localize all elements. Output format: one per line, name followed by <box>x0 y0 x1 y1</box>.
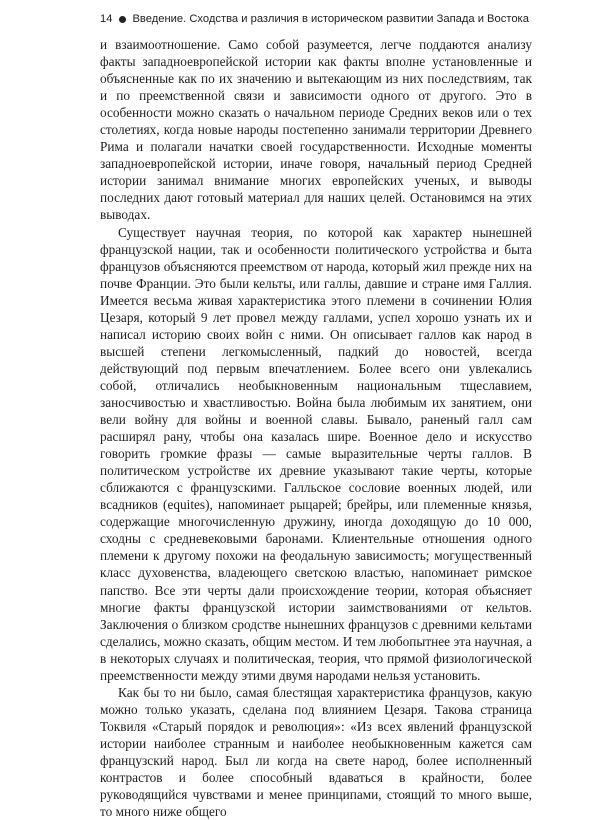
bullet-icon <box>119 16 126 23</box>
body-text <box>100 36 532 820</box>
paragraph-tocqueville: Как бы то ни было, самая блестящая характеристика французов, какую можно только указать, сделана под влиянием Цезаря. Такова страница Токвиля «Старый порядок и революция»: «Из всех явлений французской истории наиболее странным и наиболее необыкновенным кажется сам французский народ. Был ли когда на свете народ, более исполненный контрастов и более способный вдаваться в крайности, более руководящийся чувствами и менее принципами, стоящий то много выше, то много ниже общего <box>100 684 532 820</box>
running-header <box>100 12 532 26</box>
paragraph-continuation: и взаимоотношение. Само собой разумеется, легче поддаются анализу факты западноевропейской истории как факты вполне установленные и объясненные как по их значению и вытекающим из них последствиям, так и по преемственной связи и зависимости одного от другого. Это в особенности можно сказать о начальном периоде Средних веков или о тех столетиях, когда новые народы постепенно занимали территории Древнего Рима и полагали начатки своей государственности. Исходные моменты западноевропейской истории, иначе говоря, начальный период Средней истории занимал внимание многих европейских ученых, и выводы последних дают готовый материал для наших целей. Остановимся на этих выводах. <box>100 37 532 223</box>
chapter-title: Введение. Сходства и различия в историческом развитии Запада и Востока <box>132 13 529 25</box>
page-number: 14 <box>100 13 113 25</box>
paragraph-celtic-theory: Существует научная теория, по которой как характер нынешней французской нации, так и особенности политического устройства и быта французов объясняются преемством от народа, который жил прежде них на почве Франции. Это были кельты, или галлы, давшие и стране имя Галлия. Имеется весьма живая характеристика этого племени в сочинении Юлия Цезаря, который 9 лет провел между галлами, успел хорошо узнать их и написал историю своих войн с ними. Он описывает галлов как народ в высшей степени легкомысленный, падкий до новостей, всегда действующий под первым впечатлением. Более всего они увлекались собой, отличались необыкновенным национальным тщеславием, заносчивостью и хвастливостью. Война была любимым их занятием, они вели войну для войны и военной славы. Бывало, раненый галл сам расширял рану, чтобы она казалась шире. Военное дело и искусство говорить громкие фразы — самые выразительные черты галлов. В политическом устройстве их древние указывают такие черты, которые сближаются с французскими. Галльское сословие военных людей, или всадников (equites), напоминает рыцарей; брейры, или племенные князья, содержащие многочисленную дружину, иногда доходящую до 10 000, сходны с средневековыми баронами. Клиентельные отношения одного племени к другому похожи на феодальную зависимость; могущественный класс духовенства, владеющего светскою властью, напоминает римское папство. Все эти черты дали происхождение теории, которая объясняет многие факты французской истории заимствованиями от кельтов. Заключения о близком сродстве нынешних французов с древними кельтами сделались, можно сказать, общим местом. И тем любопытнее эта научная, а в некоторых случаях и политическая, теория, что прямой физиологической преемственности между этими двумя народами нельзя установить. <box>100 224 532 683</box>
